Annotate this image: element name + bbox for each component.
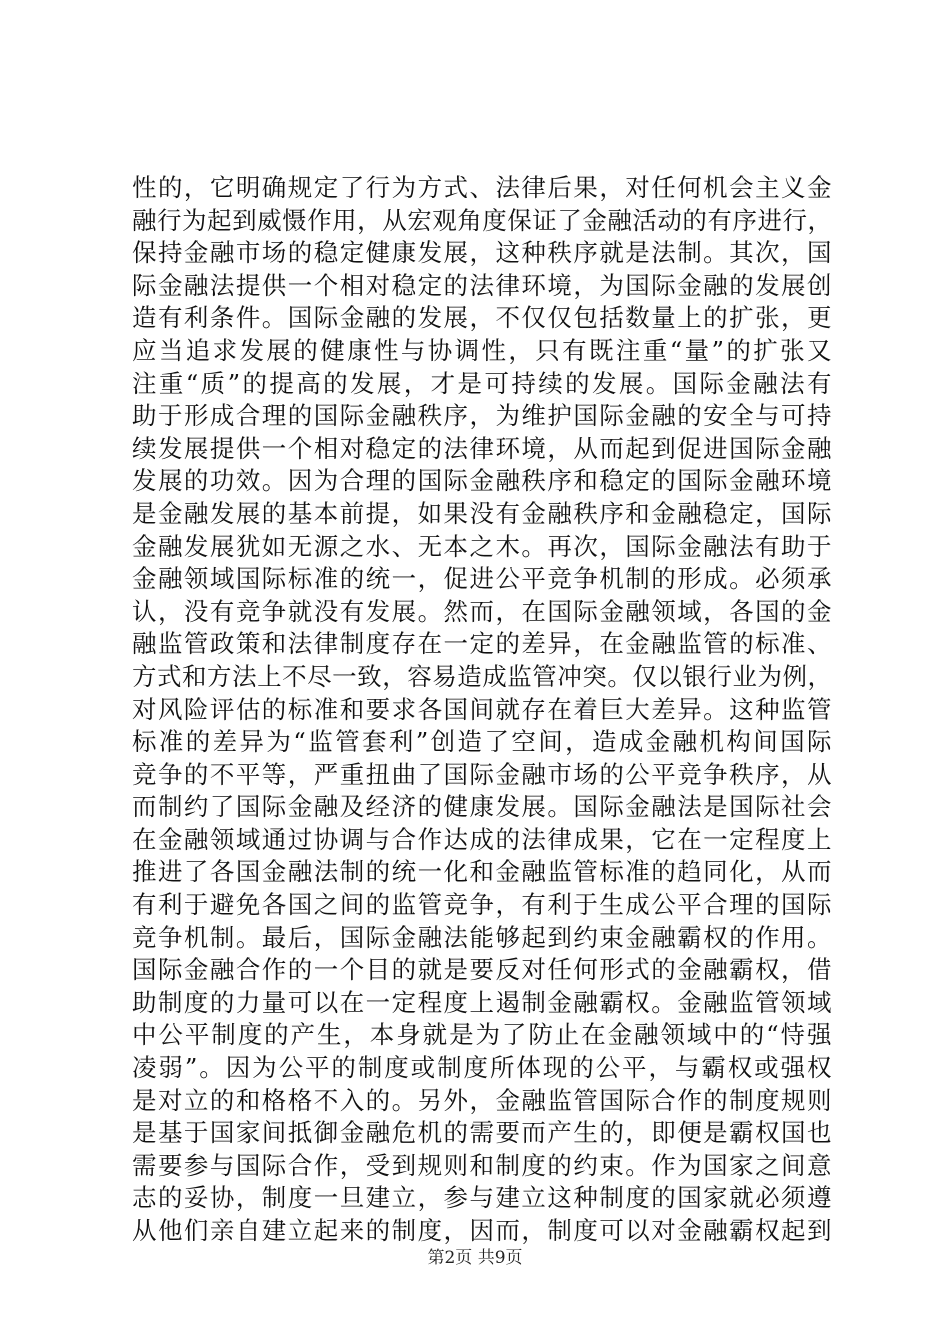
text-line: 有利于避免各国之间的监管竞争，有利于生成公平合理的国际	[132, 890, 833, 920]
body-text	[132, 172, 832, 1248]
text-line: 竞争机制。最后，国际金融法能够起到约束金融霸权的作用。	[132, 922, 833, 952]
text-line: 对风险评估的标准和要求各国间就存在着巨大差异。这种监管	[132, 694, 833, 724]
text-line: 金融发展犹如无源之水、无本之木。再次，国际金融法有助于	[132, 531, 833, 561]
text-line: 际金融法提供一个相对稳定的法律环境，为国际金融的发展创	[132, 270, 833, 300]
text-line: 保持金融市场的稳定健康发展，这种秩序就是法制。其次，国	[132, 238, 833, 268]
text-line: 从他们亲自建立起来的制度，因而，制度可以对金融霸权起到	[132, 1216, 833, 1245]
text-line: 志的妥协，制度一旦建立，参与建立这种制度的国家就必须遵	[132, 1183, 833, 1213]
text-line: 助制度的力量可以在一定程度上遏制金融霸权。金融监管领域	[132, 987, 833, 1017]
text-line: 标准的差异为“监管套利”创造了空间，造成金融机构间国际	[132, 727, 834, 757]
page-footer: 第2页 共9页	[427, 1248, 523, 1268]
text-line: 凌弱”。因为公平的制度或制度所体现的公平，与霸权或强权	[132, 1053, 834, 1083]
text-line: 推进了各国金融法制的统一化和金融监管标准的趋同化，从而	[132, 857, 833, 887]
text-line: 而制约了国际金融及经济的健康发展。国际金融法是国际社会	[132, 792, 833, 822]
text-line: 中公平制度的产生，本身就是为了防止在金融领域中的“恃强	[132, 1020, 834, 1050]
text-line: 竞争的不平等，严重扭曲了国际金融市场的公平竞争秩序，从	[132, 759, 833, 789]
text-line: 发展的功效。因为合理的国际金融秩序和稳定的国际金融环境	[132, 466, 833, 496]
text-line: 融行为起到威慑作用，从宏观角度保证了金融活动的有序进行，	[132, 205, 833, 235]
text-line: 国际金融合作的一个目的就是要反对任何形式的金融霸权，借	[132, 955, 833, 985]
text-line: 需要参与国际合作，受到规则和制度的约束。作为国家之间意	[132, 1150, 833, 1180]
text-line: 金融领域国际标准的统一，促进公平竞争机制的形成。必须承	[132, 564, 833, 594]
text-line: 认，没有竞争就没有发展。然而，在国际金融领域，各国的金	[132, 596, 833, 626]
text-line: 融监管政策和法律制度存在一定的差异，在金融监管的标准、	[132, 629, 833, 659]
text-line: 应当追求发展的健康性与协调性，只有既注重“量”的扩张又	[132, 335, 834, 365]
text-line: 方式和方法上不尽一致，容易造成监管冲突。仅以银行业为例，	[132, 661, 833, 691]
text-line: 注重“质”的提高的发展，才是可持续的发展。国际金融法有	[132, 368, 834, 398]
text-line: 助于形成合理的国际金融秩序，为维护国际金融的安全与可持	[132, 401, 833, 431]
text-line: 造有利条件。国际金融的发展，不仅仅包括数量上的扩张，更	[132, 303, 833, 333]
text-line: 性的，它明确规定了行为方式、法律后果，对任何机会主义金	[132, 173, 833, 202]
text-line: 在金融领域通过协调与合作达成的法律成果，它在一定程度上	[132, 824, 833, 854]
text-line: 是对立的和格格不入的。另外，金融监管国际合作的制度规则	[132, 1085, 833, 1115]
text-line: 是基于国家间抵御金融危机的需要而产生的，即便是霸权国也	[132, 1118, 833, 1148]
text-line: 续发展提供一个相对稳定的法律环境，从而起到促进国际金融	[132, 433, 833, 463]
text-line: 是金融发展的基本前提，如果没有金融秩序和金融稳定，国际	[132, 498, 833, 528]
